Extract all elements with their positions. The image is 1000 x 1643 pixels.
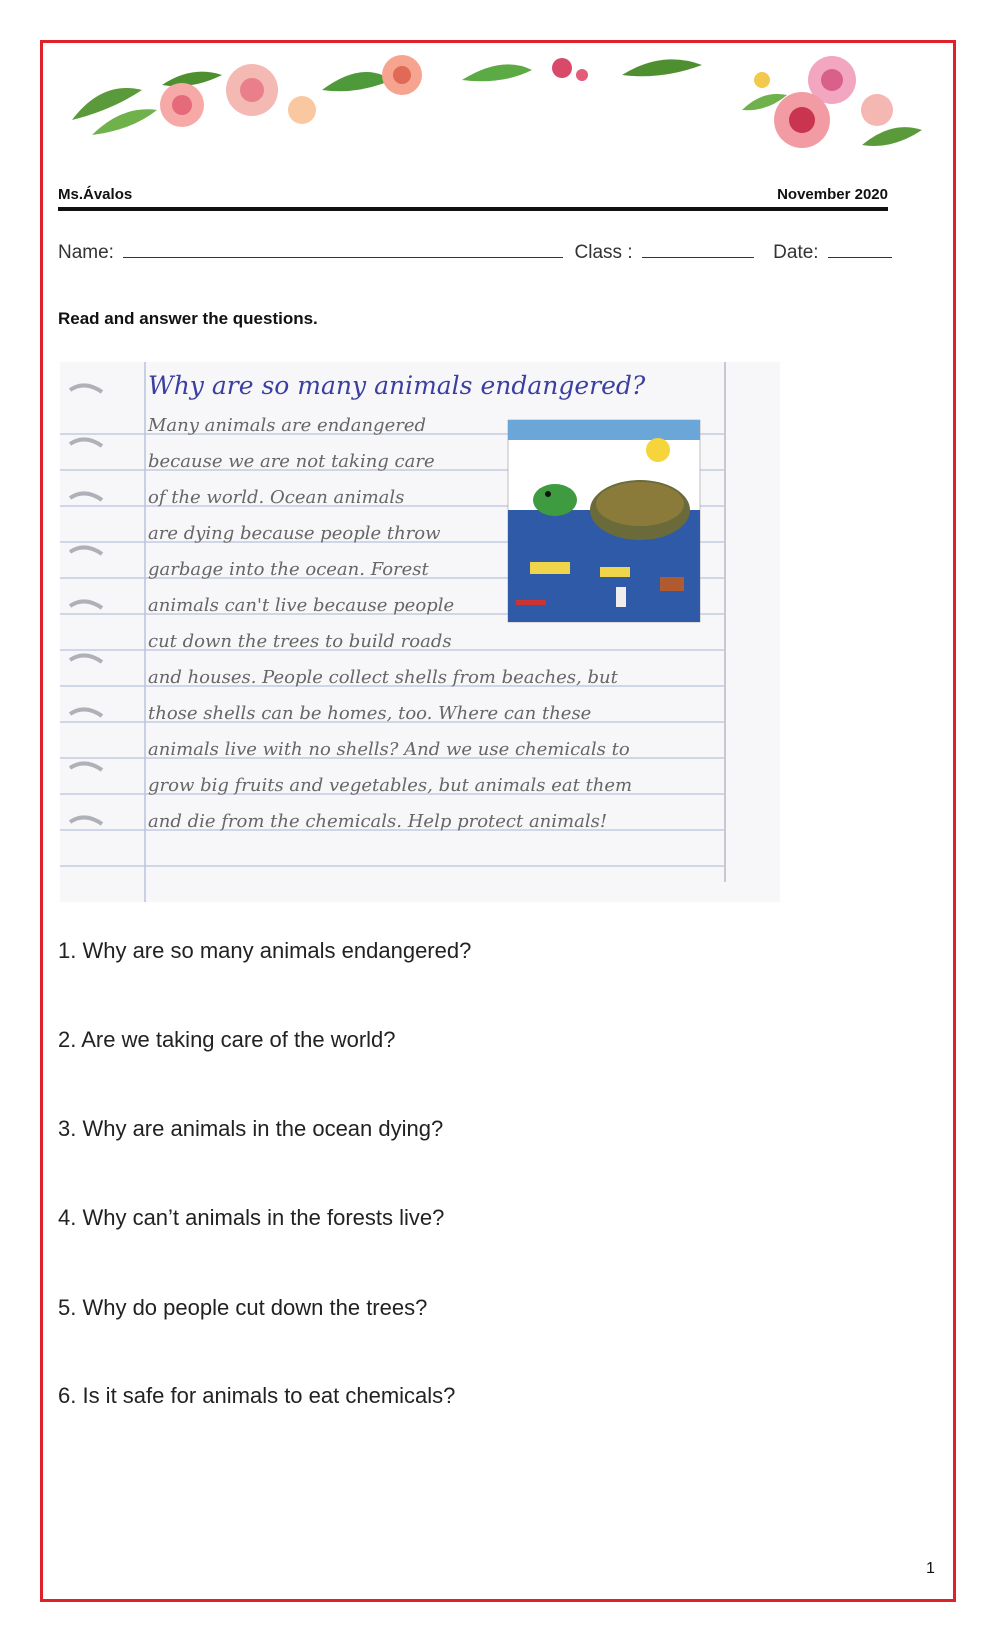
floral-banner (62, 50, 942, 160)
class-field[interactable] (642, 257, 754, 258)
question-6: 6. Is it safe for animals to eat chemicals? (58, 1383, 456, 1408)
flower-cluster-right (742, 56, 922, 148)
question-3: 3. Why are animals in the ocean dying? (58, 1116, 444, 1141)
class-label: Class : (574, 242, 633, 263)
passage-line: those shells can be homes, too. Where can these (148, 703, 592, 724)
teacher-name: Ms.Ávalos (58, 186, 133, 203)
passage-line: animals can't live because people (148, 595, 455, 616)
instructions: Read and answer the questions. (58, 309, 318, 328)
flower-cluster-middle (382, 55, 770, 95)
date-field[interactable] (828, 257, 892, 258)
student-info-line (58, 242, 892, 264)
date-label: Date: (773, 242, 819, 263)
passage-line: garbage into the ocean. Forest (148, 559, 429, 580)
flower-cluster-left (160, 64, 316, 127)
passage-line: cut down the trees to build roads (148, 631, 452, 652)
passage-line: animals live with no shells? And we use chemicals to (148, 739, 630, 760)
passage-line: because we are not taking care (148, 451, 435, 472)
name-field[interactable] (123, 257, 563, 258)
header-divider (58, 207, 888, 211)
name-label: Name: (58, 242, 114, 263)
passage-line: of the world. Ocean animals (148, 487, 405, 508)
question-4: 4. Why can’t animals in the forests live? (58, 1205, 445, 1230)
passage-title: Why are so many animals endangered? (148, 371, 646, 400)
passage-line: and die from the chemicals. Help protect animals! (148, 811, 608, 832)
leaves-middle (322, 59, 702, 91)
passage-line: are dying because people throw (148, 523, 441, 544)
passage-line: Many animals are endangered (148, 415, 426, 436)
passage-text (148, 364, 758, 840)
header-date: November 2020 (777, 186, 888, 203)
question-2: 2. Are we taking care of the world? (58, 1027, 396, 1052)
page-number: 1 (926, 1560, 935, 1577)
passage-line: and houses. People collect shells from beaches, but (148, 667, 618, 688)
question-5: 5. Why do people cut down the trees? (58, 1295, 428, 1320)
passage-line: grow big fruits and vegetables, but animals eat them (148, 775, 633, 796)
question-1: 1. Why are so many animals endangered? (58, 938, 472, 963)
